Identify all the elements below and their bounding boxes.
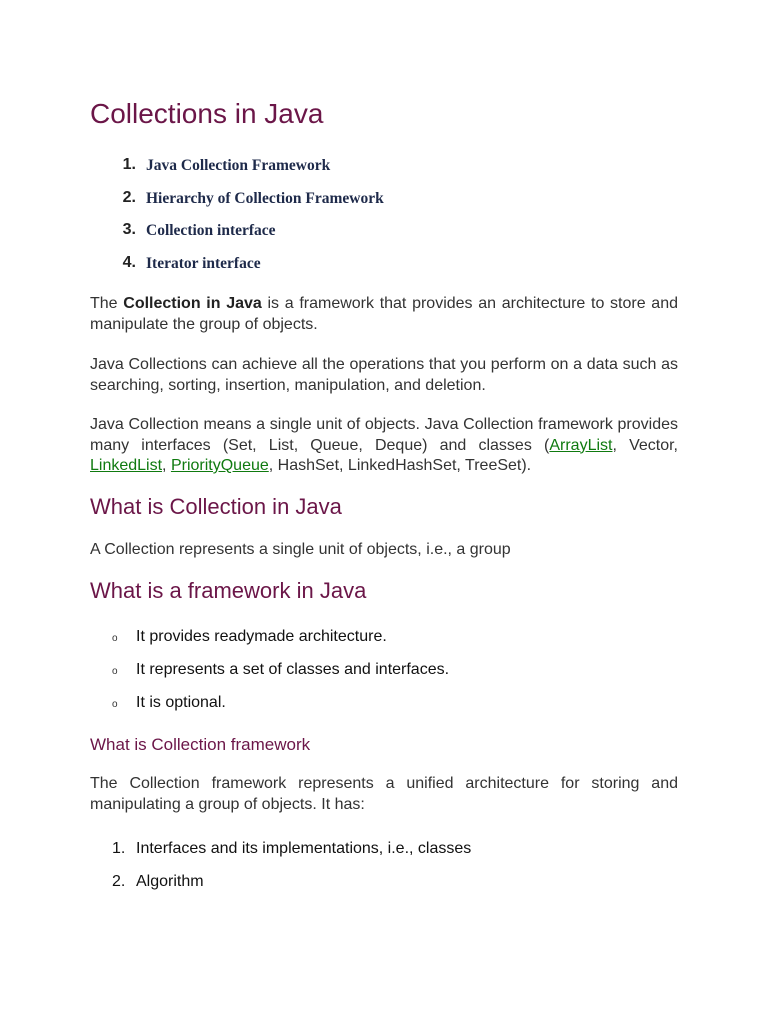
section-collection-text: A Collection represents a single unit of objects, i.e., a group (90, 541, 511, 558)
toc-item[interactable] (90, 156, 384, 189)
framework-components-list (90, 840, 471, 906)
list-item-text: It is optional. (136, 694, 226, 711)
section-heading-framework: What is a framework in Java (90, 578, 367, 603)
list-item (90, 873, 471, 906)
toc-item-number: 4. (122, 253, 136, 271)
toc-item-label[interactable]: Hierarchy of Collection Framework (146, 189, 384, 207)
circle-bullet-icon: o (112, 699, 118, 710)
text-fragment: , (162, 457, 171, 474)
list-item (90, 628, 449, 661)
toc-item-label[interactable]: Java Collection Framework (146, 157, 331, 174)
intro-paragraph-2: Java Collections can achieve all the operations that you perform on a data such as searching, sorting, insertion, manipulation, and deletion. (90, 356, 678, 394)
toc-item-number: 1. (122, 156, 136, 173)
toc-item-label[interactable]: Iterator interface (146, 254, 261, 272)
intro-paragraph-3 (90, 415, 678, 477)
intro-paragraph-1 (90, 294, 678, 335)
toc-item[interactable] (90, 254, 384, 287)
framework-list (90, 628, 449, 727)
list-item (90, 694, 449, 727)
list-item (90, 840, 471, 873)
circle-bullet-icon: o (112, 633, 118, 644)
linkedlist-link[interactable]: LinkedList (90, 457, 163, 474)
text-fragment: , HashSet, LinkedHashSet, TreeSet). (268, 457, 532, 474)
section-heading-collection: What is Collection in Java (90, 494, 342, 519)
list-item-text: Interfaces and its implementations, i.e., classes (136, 840, 472, 857)
circle-bullet-icon: o (112, 666, 118, 677)
toc-item-number: 2. (122, 188, 136, 206)
text-fragment: Java Collection means a single unit of objects. Java Collection framework provides many interfaces (Set, List, Queue, Deque) and classes ( (90, 416, 678, 454)
text-fragment: The (90, 295, 124, 312)
list-item (90, 661, 449, 694)
page-title: Collections in Java (90, 98, 324, 129)
text-fragment: , Vector, (612, 436, 679, 454)
section-collection-framework-text: The Collection framework represents a unified architecture for storing and manipulating a group of objects. It has: (90, 775, 678, 813)
text-fragment: is a framework that provides an architecture to store and manipulate the group of objects. (90, 295, 678, 333)
priorityqueue-link[interactable]: PriorityQueue (170, 457, 269, 474)
toc-item-number: 3. (122, 221, 136, 239)
list-item-number: 1. (112, 840, 126, 857)
arraylist-link[interactable]: ArrayList (549, 436, 613, 454)
toc-item[interactable] (90, 189, 384, 222)
list-item-text: It represents a set of classes and interfaces. (136, 661, 450, 678)
toc-item[interactable] (90, 221, 384, 254)
toc-item-label[interactable]: Collection interface (146, 222, 276, 240)
section-heading-collection-framework: What is Collection framework (90, 735, 311, 754)
list-item-text: It provides readymade architecture. (136, 628, 387, 645)
bold-term: Collection in Java (123, 295, 262, 312)
list-item-text: Algorithm (136, 873, 204, 890)
table-of-contents (90, 156, 384, 286)
list-item-number: 2. (112, 873, 126, 890)
